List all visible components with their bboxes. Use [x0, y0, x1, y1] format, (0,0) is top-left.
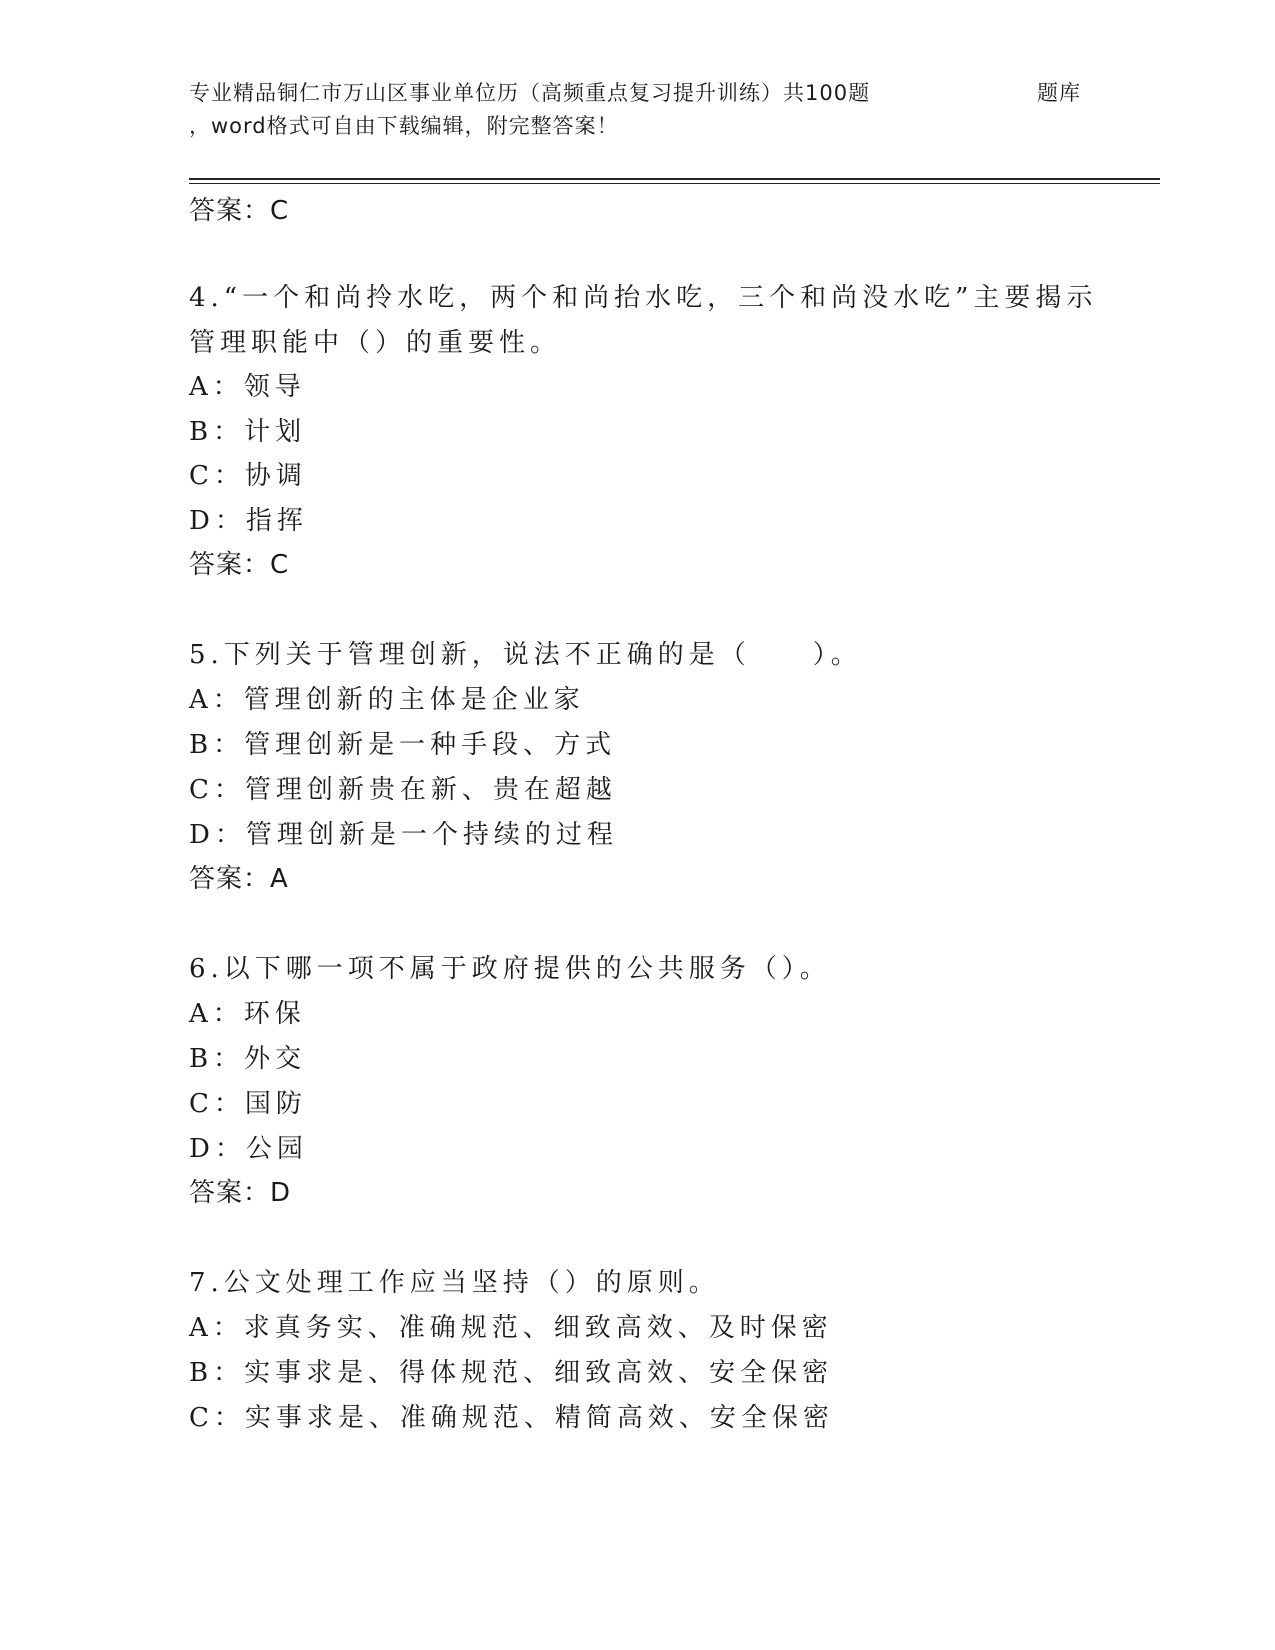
option-a: A：管理创新的主体是企业家: [189, 685, 585, 715]
option-d: D：管理创新是一个持续的过程: [189, 820, 618, 850]
answer-line: 答案：D: [189, 1178, 292, 1208]
answer-line: 答案：C: [189, 550, 290, 580]
option-b: B：管理创新是一种手段、方式: [189, 730, 617, 760]
question-text: 4.“一个和尚拎水吃，两个和尚抬水吃，三个和尚没水吃”主要揭示: [189, 283, 1098, 313]
question-text: 6.以下哪一项不属于政府提供的公共服务（）。: [189, 954, 831, 984]
option-c: C：协调: [189, 461, 307, 491]
question-text: 7.公文处理工作应当坚持（）的原则。: [189, 1268, 720, 1298]
option-a: A：环保: [189, 999, 306, 1029]
option-b: B：实事求是、得体规范、细致高效、安全保密: [189, 1358, 834, 1388]
option-c: C：管理创新贵在新、贵在超越: [189, 775, 617, 805]
question-text-continued: 管理职能中（）的重要性。: [189, 328, 562, 358]
option-d: D：指挥: [189, 506, 308, 536]
option-b: B：计划: [189, 417, 307, 447]
question-text: 5.下列关于管理创新，说法不正确的是（ ）。: [189, 640, 862, 670]
option-c: C：国防: [189, 1089, 307, 1119]
header-rule-thin: [189, 183, 1160, 184]
option-c: C：实事求是、准确规范、精简高效、安全保密: [189, 1403, 834, 1433]
option-a: A：领导: [189, 372, 306, 402]
header-title-line2: ，word格式可自由下载编辑，附完整答案！: [189, 114, 619, 138]
header-title-line1: 专业精品铜仁市万山区事业单位历（高频重点复习提升训练）共100题: [189, 81, 871, 105]
option-d: D：公园: [189, 1134, 308, 1164]
answer-line: 答案：C: [189, 196, 290, 226]
option-b: B：外交: [189, 1044, 307, 1074]
answer-line: 答案：A: [189, 864, 289, 894]
header-label: 题库: [1037, 81, 1081, 105]
option-a: A：求真务实、准确规范、细致高效、及时保密: [189, 1313, 833, 1343]
header-rule-thick: [189, 178, 1160, 180]
